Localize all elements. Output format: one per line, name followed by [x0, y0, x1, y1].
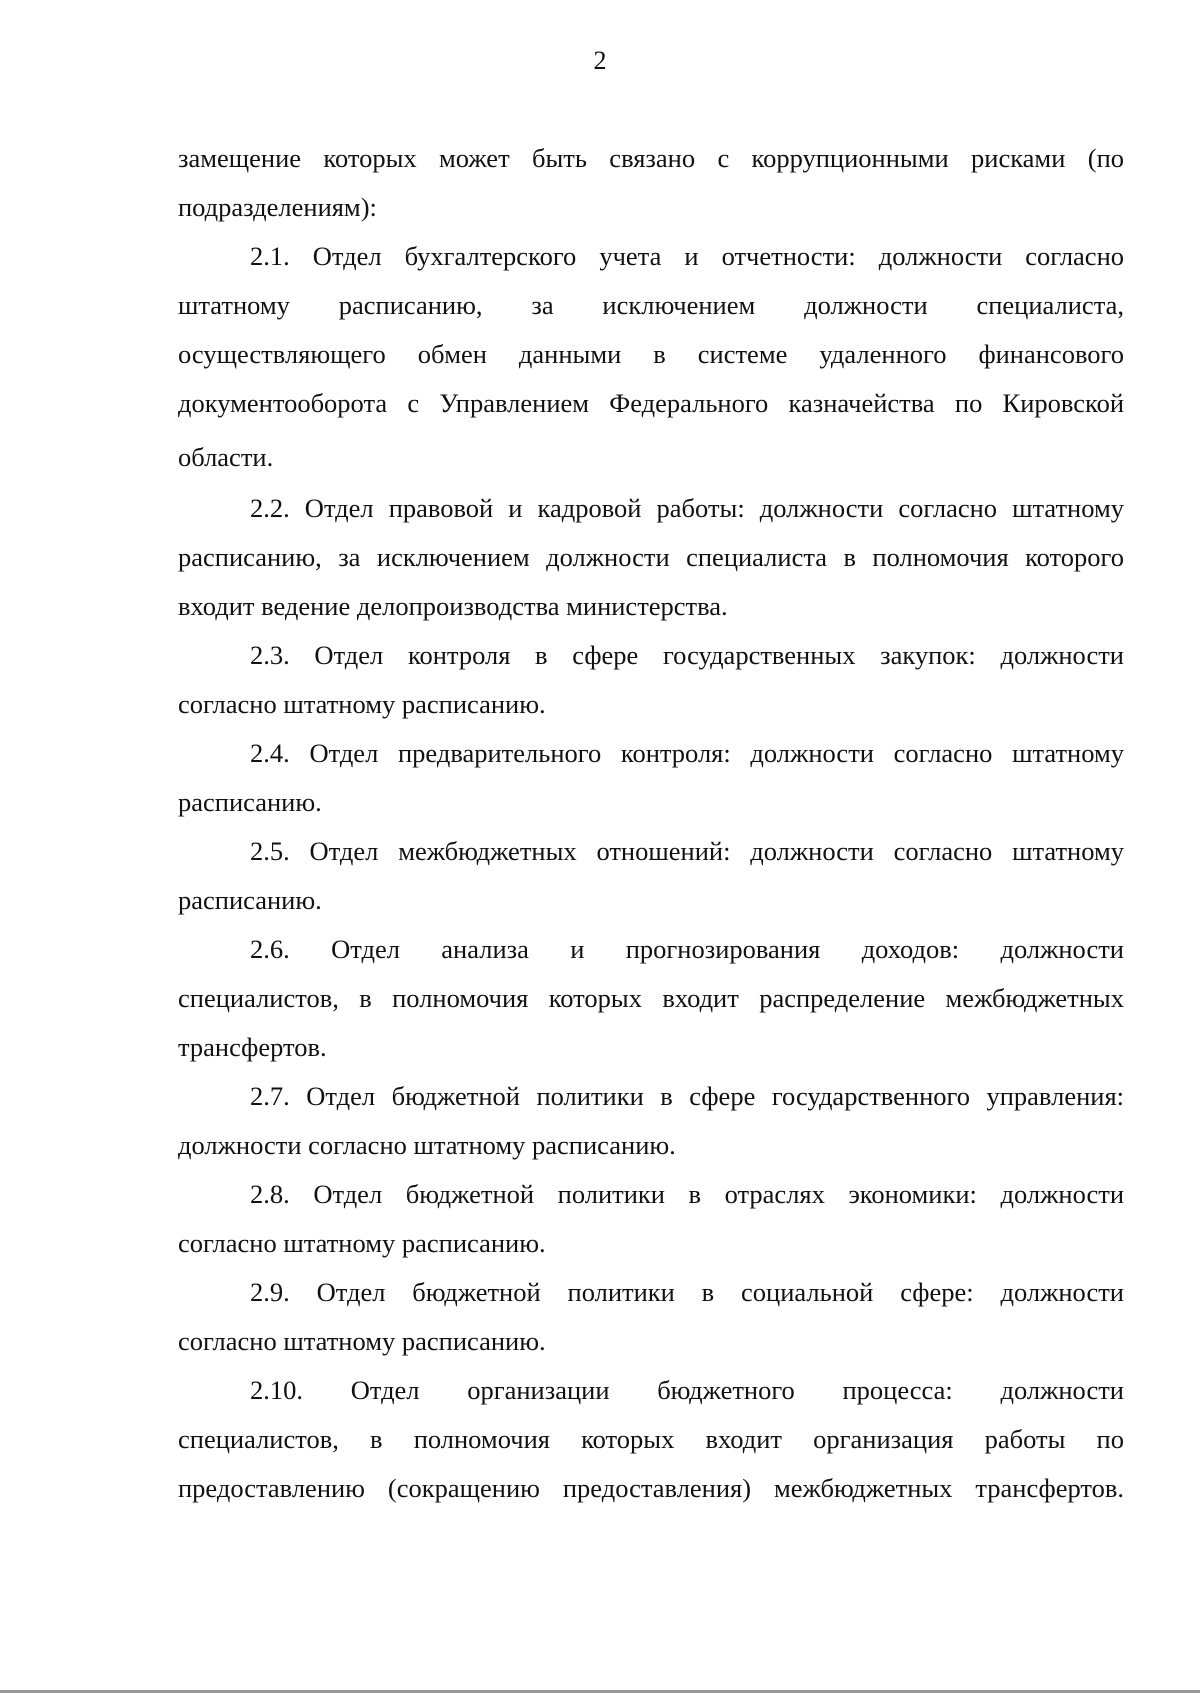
text-line: штатному расписанию, за исключением должности специалиста, — [178, 290, 1124, 320]
text-line: согласно штатному расписанию. — [178, 1326, 546, 1356]
text-line: предоставлению (сокращению предоставления) межбюджетных трансфертов. — [178, 1473, 1124, 1503]
page-number: 2 — [593, 46, 607, 75]
text-line: 2.5. Отдел межбюджетных отношений: должности согласно штатному — [250, 836, 1124, 866]
text-line: трансфертов. — [178, 1032, 327, 1062]
text-line: специалистов, в полномочия которых входит распределение межбюджетных — [178, 983, 1124, 1013]
text-line: 2.2. Отдел правовой и кадровой работы: должности согласно штатному — [250, 493, 1124, 523]
text-line: специалистов, в полномочия которых входит организация работы по — [178, 1424, 1124, 1454]
text-line: расписанию, за исключением должности специалиста в полномочия которого — [178, 542, 1124, 572]
text-line: 2.10. Отдел организации бюджетного процесса: должности — [250, 1375, 1124, 1405]
text-line: согласно штатному расписанию. — [178, 689, 546, 719]
text-line: замещение которых может быть связано с коррупционными рисками (по — [178, 143, 1124, 173]
text-line: расписанию. — [178, 787, 322, 817]
text-line: 2.6. Отдел анализа и прогнозирования доходов: должности — [250, 934, 1124, 964]
text-line: документооборота с Управлением Федерального казначейства по Кировской — [178, 388, 1124, 418]
text-line: осуществляющего обмен данными в системе удаленного финансового — [178, 339, 1124, 369]
text-line: 2.4. Отдел предварительного контроля: должности согласно штатному — [250, 738, 1124, 768]
text-line: подразделениям): — [178, 192, 377, 222]
text-line: 2.9. Отдел бюджетной политики в социальной сфере: должности — [250, 1277, 1124, 1307]
text-line: области. — [178, 442, 274, 472]
text-line: расписанию. — [178, 885, 322, 915]
text-line: 2.8. Отдел бюджетной политики в отраслях экономики: должности — [250, 1179, 1124, 1209]
text-line: должности согласно штатному расписанию. — [178, 1130, 676, 1160]
text-line: 2.3. Отдел контроля в сфере государственных закупок: должности — [250, 640, 1124, 670]
text-line: согласно штатному расписанию. — [178, 1228, 546, 1258]
text-line: 2.7. Отдел бюджетной политики в сфере государственного управления: — [250, 1081, 1124, 1111]
text-line: входит ведение делопроизводства министерства. — [178, 591, 728, 621]
text-line: 2.1. Отдел бухгалтерского учета и отчетности: должности согласно — [250, 241, 1124, 271]
